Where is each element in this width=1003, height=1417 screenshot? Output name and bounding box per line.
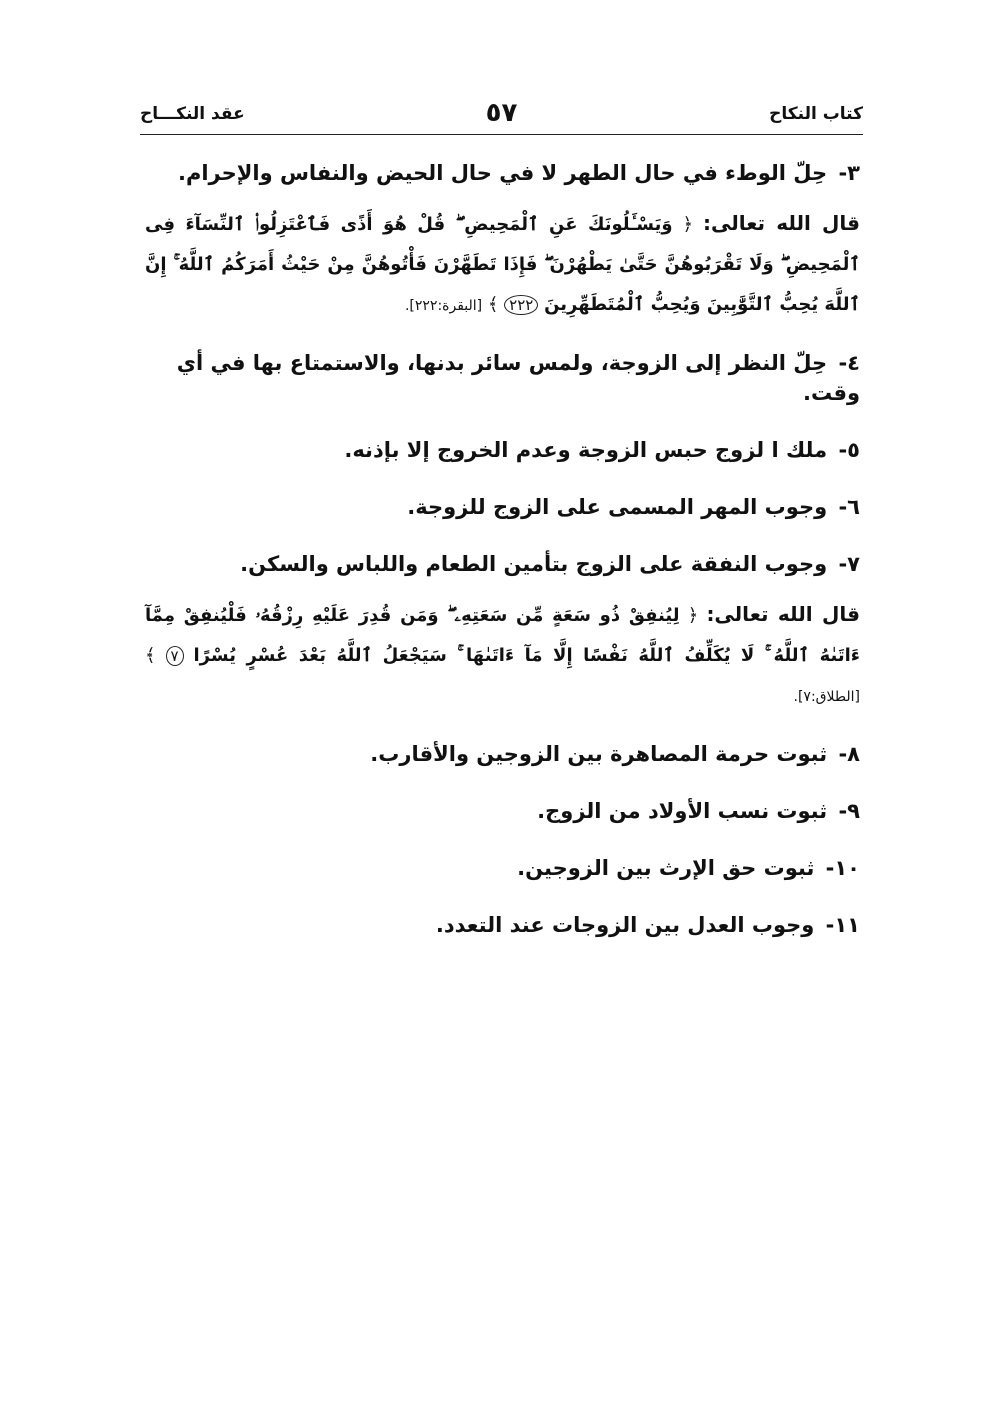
- verse-text: وَيَسْـَٔلُونَكَ عَنِ ٱلْمَحِيضِ ۖ قُلْ هُوَ أَذًى فَٱعْتَزِلُوا۟ ٱلنِّسَآءَ فِى ٱلْمَحِيضِ ۖ وَلَا تَقْرَبُوهُنَّ حَتَّىٰ يَطْهُرْنَ ۖ فَإِذَا تَطَهَّرْنَ فَأْتُوهُنَّ مِنْ حَيْثُ أَمَرَكُمُ ٱللَّهُ ۚ إِنَّ ٱللَّهَ يُحِبُّ ٱلتَّوَّٰبِينَ وَيُحِبُّ ٱلْمُتَطَهِّرِينَ: [145, 214, 860, 315]
- item-number: ٦-: [838, 495, 860, 519]
- verse-close-bracket: ﴾: [487, 294, 499, 315]
- item-text: ملك ا لزوج حبس الزوجة وعدم الخروج إلا بإذنه.: [344, 438, 828, 462]
- verse-reference: [الطلاق:٧].: [793, 689, 860, 705]
- list-item-3: [145, 158, 860, 188]
- item-number: ٧-: [838, 552, 860, 576]
- verse-open-bracket: ﴿: [687, 605, 699, 626]
- page-number: ٥٧: [485, 98, 518, 128]
- item-text: ثبوت نسب الأولاد من الزوج.: [537, 799, 828, 823]
- header-divider: [140, 134, 863, 135]
- page-header: [140, 98, 863, 132]
- item-number: ٩-: [838, 799, 860, 823]
- list-item-10: [145, 853, 860, 883]
- page-body: [145, 158, 860, 967]
- item-number: ٤-: [838, 351, 860, 375]
- item-number: ٣-: [838, 161, 860, 185]
- list-item-5: [145, 435, 860, 465]
- verse-close-bracket: ﴾: [145, 645, 156, 666]
- list-item-9: [145, 796, 860, 826]
- item-number: ١٠-: [825, 856, 860, 880]
- list-item-6: [145, 492, 860, 522]
- item-text: وجوب النفقة على الزوج بتأمين الطعام واللباس والسكن.: [240, 552, 828, 576]
- verse-reference: [البقرة:٢٢٢].: [404, 298, 483, 314]
- verse-text: لِيُنفِقْ ذُو سَعَةٍ مِّن سَعَتِهِۦ ۖ وَمَن قُدِرَ عَلَيْهِ رِزْقُهُۥ فَلْيُنفِقْ مِمَّآ ءَاتَىٰهُ ٱللَّهُ ۚ لَا يُكَلِّفُ ٱللَّهُ نَفْسًا إِلَّا مَآ ءَاتَىٰهَا ۚ سَيَجْعَلُ ٱللَّهُ بَعْدَ عُسْرٍ يُسْرًا: [145, 605, 860, 666]
- item-text: حِلّ الوطء في حال الطهر لا في حال الحيض والنفاس والإحرام.: [177, 161, 828, 185]
- quote-intro: قال الله تعالى:: [706, 602, 860, 626]
- item-text: ثبوت حق الإرث بين الزوجين.: [517, 856, 815, 880]
- quran-quote-talaq: [145, 594, 860, 717]
- item-number: ٨-: [838, 742, 860, 766]
- verse-open-bracket: ﴿: [682, 214, 694, 235]
- item-number: ٥-: [838, 438, 860, 462]
- ayah-number-marker: ٢٢٢: [504, 295, 538, 315]
- quote-intro: قال الله تعالى:: [703, 211, 860, 235]
- chapter-title: عقد النكـــاح: [140, 104, 245, 124]
- list-item-4: [145, 348, 860, 408]
- list-item-8: [145, 739, 860, 769]
- item-text: وجوب العدل بين الزوجات عند التعدد.: [435, 913, 815, 937]
- item-text: حِلّ النظر إلى الزوجة، ولمس سائر بدنها، والاستمتاع بها في أي وقت.: [176, 351, 860, 405]
- item-number: ١١-: [825, 913, 860, 937]
- quran-quote-baqarah: [145, 203, 860, 326]
- list-item-7: [145, 549, 860, 579]
- item-text: وجوب المهر المسمى على الزوج للزوجة.: [407, 495, 828, 519]
- item-text: ثبوت حرمة المصاهرة بين الزوجين والأقارب.: [370, 742, 828, 766]
- ayah-number-marker: ٧: [166, 646, 184, 666]
- list-item-11: [145, 910, 860, 940]
- book-title: كتاب النكاح: [769, 104, 863, 124]
